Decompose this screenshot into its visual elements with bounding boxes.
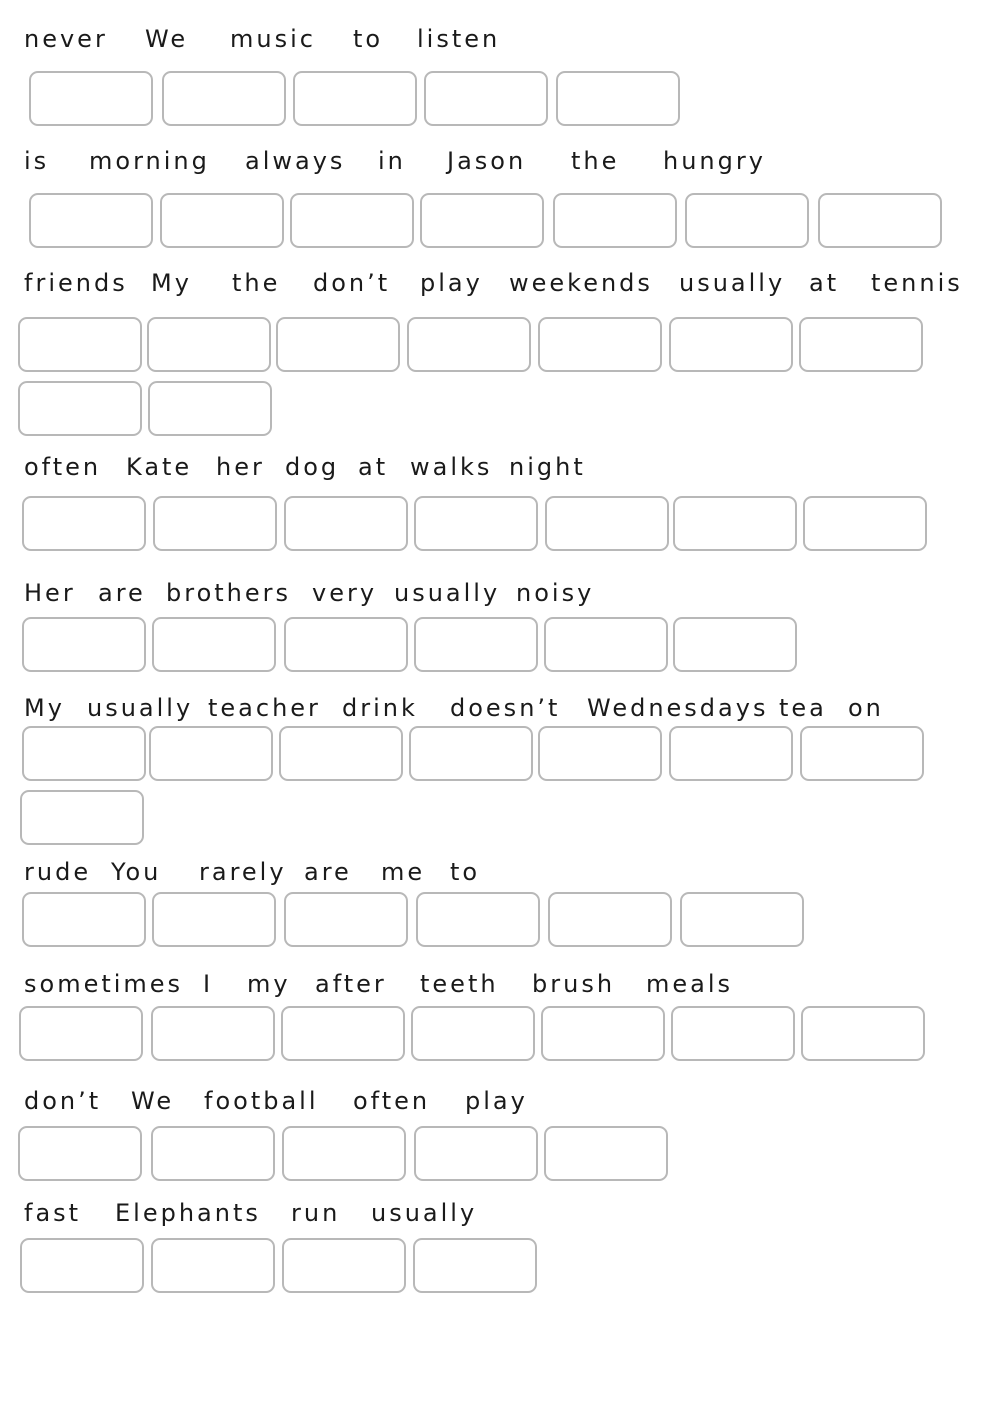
scrambled-word: to [353,25,384,53]
answer-box[interactable] [548,892,672,947]
scrambled-word: Wednesdays [587,694,769,722]
scrambled-word: hungry [663,147,766,175]
word-list-6 [0,693,1000,723]
answer-box[interactable] [20,790,144,845]
answer-box[interactable] [148,381,272,436]
scrambled-word: my [247,970,291,998]
scrambled-word: are [98,579,146,607]
scrambled-word: teeth [420,970,499,998]
answer-box[interactable] [293,71,417,126]
scrambled-word: Jason [447,147,527,175]
scrambled-word: brothers [166,579,292,607]
answer-box[interactable] [160,193,284,248]
answer-box[interactable] [152,617,276,672]
scrambled-word: Elephants [115,1199,261,1227]
answer-box[interactable] [22,726,146,781]
scrambled-word: very [312,579,378,607]
answer-box[interactable] [414,496,538,551]
answer-box[interactable] [669,317,793,372]
scrambled-word: her [216,453,265,481]
scrambled-word: the [571,147,620,175]
answer-box[interactable] [281,1006,405,1061]
scrambled-word: football [204,1087,319,1115]
answer-box[interactable] [544,1126,668,1181]
answer-box[interactable] [409,726,533,781]
scrambled-word: play [420,269,483,297]
word-list-3 [0,268,1000,298]
answer-box[interactable] [541,1006,665,1061]
scrambled-word: to [450,858,481,886]
scrambled-word: after [315,970,387,998]
word-list-2 [0,146,1000,176]
answer-box[interactable] [282,1126,406,1181]
answer-box[interactable] [284,496,408,551]
answer-box[interactable] [290,193,414,248]
scrambled-word: sometimes [24,970,184,998]
answer-box[interactable] [413,1238,537,1293]
answer-box[interactable] [416,892,540,947]
answer-box[interactable] [29,71,153,126]
word-list-7 [0,857,1000,887]
scrambled-word: friends [24,269,128,297]
scrambled-word: night [509,453,586,481]
scrambled-word: Kate [126,453,193,481]
word-list-1 [0,24,1000,54]
answer-box[interactable] [18,381,142,436]
answer-box[interactable] [151,1006,275,1061]
answer-box[interactable] [411,1006,535,1061]
scrambled-word: usually [394,579,501,607]
scrambled-word: meals [646,970,734,998]
scrambled-word: at [358,453,389,481]
scrambled-word: don’t [313,269,391,297]
answer-box[interactable] [162,71,286,126]
scrambled-word: I [203,970,214,998]
answer-box[interactable] [673,617,797,672]
scrambled-word: teacher [208,694,321,722]
scrambled-word: always [245,147,346,175]
answer-box[interactable] [424,71,548,126]
answer-box[interactable] [538,317,662,372]
scrambled-word: morning [89,147,210,175]
scrambled-word: never [24,25,108,53]
scrambled-word: usually [679,269,786,297]
word-list-4 [0,452,1000,482]
answer-box[interactable] [680,892,804,947]
scrambled-word: often [353,1087,431,1115]
scrambled-word: weekends [509,269,653,297]
answer-box[interactable] [673,496,797,551]
scrambled-word: at [809,269,840,297]
answer-box[interactable] [685,193,809,248]
word-list-10 [0,1198,1000,1228]
answer-box[interactable] [407,317,531,372]
scrambled-word: don’t [24,1087,102,1115]
scrambled-word: tennis [871,269,963,297]
scrambled-word: My [151,269,192,297]
scrambled-word: fast [24,1199,82,1227]
answer-box[interactable] [276,317,400,372]
scrambled-word: music [230,25,316,53]
answer-box[interactable] [151,1238,275,1293]
scrambled-word: brush [532,970,616,998]
answer-box[interactable] [152,892,276,947]
scrambled-word: rarely [199,858,287,886]
scrambled-word: We [131,1087,175,1115]
answer-box[interactable] [19,1006,143,1061]
scrambled-word: are [304,858,352,886]
answer-box[interactable] [818,193,942,248]
answer-box[interactable] [153,496,277,551]
scrambled-word: tea [779,694,827,722]
answer-box[interactable] [800,726,924,781]
word-list-9 [0,1086,1000,1116]
scrambled-word: noisy [516,579,595,607]
answer-box[interactable] [414,617,538,672]
scrambled-word: on [848,694,884,722]
scrambled-word: the [232,269,281,297]
scrambled-word: doesn’t [450,694,561,722]
scrambled-word: play [465,1087,528,1115]
answer-box[interactable] [147,317,271,372]
answer-box[interactable] [29,193,153,248]
answer-box[interactable] [151,1126,275,1181]
answer-box[interactable] [22,496,146,551]
answer-box[interactable] [18,317,142,372]
scrambled-word: You [111,858,162,886]
answer-box[interactable] [545,496,669,551]
answer-box[interactable] [22,892,146,947]
scrambled-word: rude [24,858,92,886]
scrambled-word: drink [342,694,418,722]
scrambled-word: dog [285,453,340,481]
scrambled-word: often [24,453,102,481]
answer-box[interactable] [284,892,408,947]
word-list-8 [0,969,1000,999]
answer-box[interactable] [22,617,146,672]
answer-box[interactable] [282,1238,406,1293]
answer-box[interactable] [18,1126,142,1181]
scrambled-word: listen [417,25,501,53]
answer-box[interactable] [556,71,680,126]
scrambled-word: usually [87,694,194,722]
scrambled-word: We [145,25,189,53]
answer-box[interactable] [671,1006,795,1061]
answer-box[interactable] [149,726,273,781]
answer-box[interactable] [803,496,927,551]
scrambled-word: is [24,147,50,175]
scrambled-word: usually [371,1199,478,1227]
scrambled-word: me [381,858,426,886]
answer-box[interactable] [799,317,923,372]
scrambled-word: run [291,1199,341,1227]
answer-box[interactable] [544,617,668,672]
answer-box[interactable] [538,726,662,781]
scrambled-word: in [378,147,406,175]
answer-box[interactable] [669,726,793,781]
scrambled-word: walks [410,453,493,481]
answer-box[interactable] [284,617,408,672]
answer-box[interactable] [414,1126,538,1181]
scrambled-word: Her [24,579,76,607]
answer-box[interactable] [553,193,677,248]
answer-box[interactable] [279,726,403,781]
scrambled-word: My [24,694,65,722]
word-list-5 [0,578,1000,608]
answer-box[interactable] [801,1006,925,1061]
answer-box[interactable] [20,1238,144,1293]
answer-box[interactable] [420,193,544,248]
